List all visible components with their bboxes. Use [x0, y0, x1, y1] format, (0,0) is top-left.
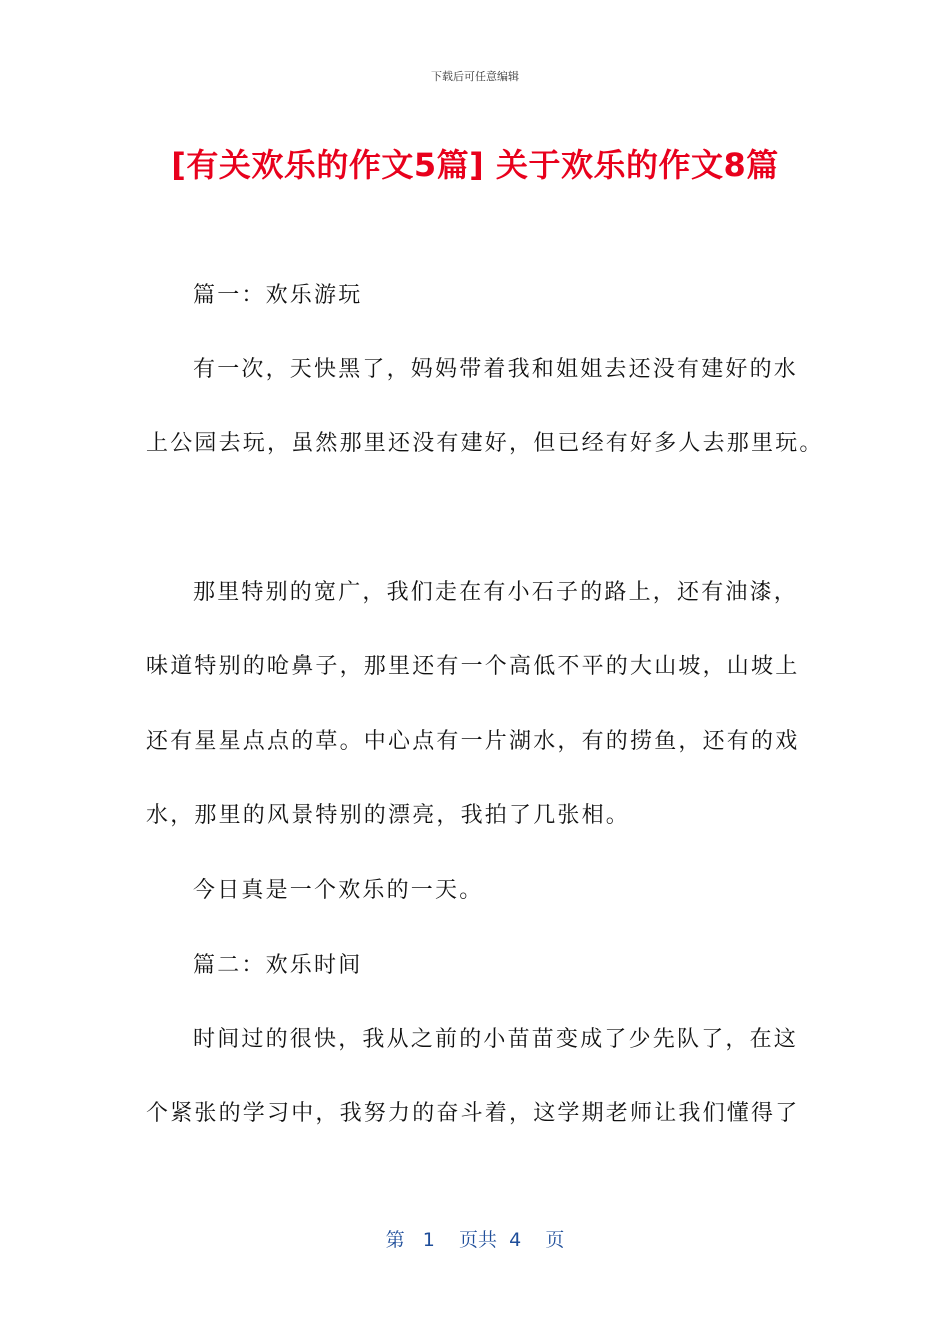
footer-total-label: 页共 [459, 1229, 498, 1251]
footer-total-number: 4 [509, 1229, 522, 1251]
document-title: [有关欢乐的作文5篇] 关于欢乐的作文8篇 [171, 146, 779, 184]
paragraph-line: 还有星星点点的草。中心点有一片湖水，有的捞鱼，还有的戏 [146, 729, 800, 754]
paragraph-line: 时间过的很快，我从之前的小苗苗变成了少先队了，在这 [193, 1027, 799, 1052]
paragraph-line: 那里特别的宽广，我们走在有小石子的路上，还有油漆， [193, 580, 799, 605]
section-heading-1: 篇一：欢乐游玩 [193, 283, 363, 308]
paragraph-line: 今日真是一个欢乐的一天。 [193, 878, 484, 903]
footer-page-label: 第 [385, 1229, 405, 1251]
section-heading-2: 篇二：欢乐时间 [193, 953, 363, 978]
footer-page-number: 1 [422, 1229, 435, 1251]
paragraph-line: 有一次，天快黑了，妈妈带着我和姐姐去还没有建好的水 [193, 357, 799, 382]
paragraph-line: 上公园去玩，虽然那里还没有建好，但已经有好多人去那里玩。 [146, 431, 824, 456]
header-note: 下载后可任意编辑 [431, 70, 519, 83]
footer-page-suffix: 页 [545, 1229, 565, 1251]
paragraph-line: 个紧张的学习中，我努力的奋斗着，这学期老师让我们懂得了 [146, 1101, 800, 1126]
page-footer [0, 1225, 950, 1252]
paragraph-line: 水，那里的风景特别的漂亮，我拍了几张相。 [146, 803, 631, 828]
paragraph-line: 味道特别的呛鼻子，那里还有一个高低不平的大山坡，山坡上 [146, 654, 800, 679]
